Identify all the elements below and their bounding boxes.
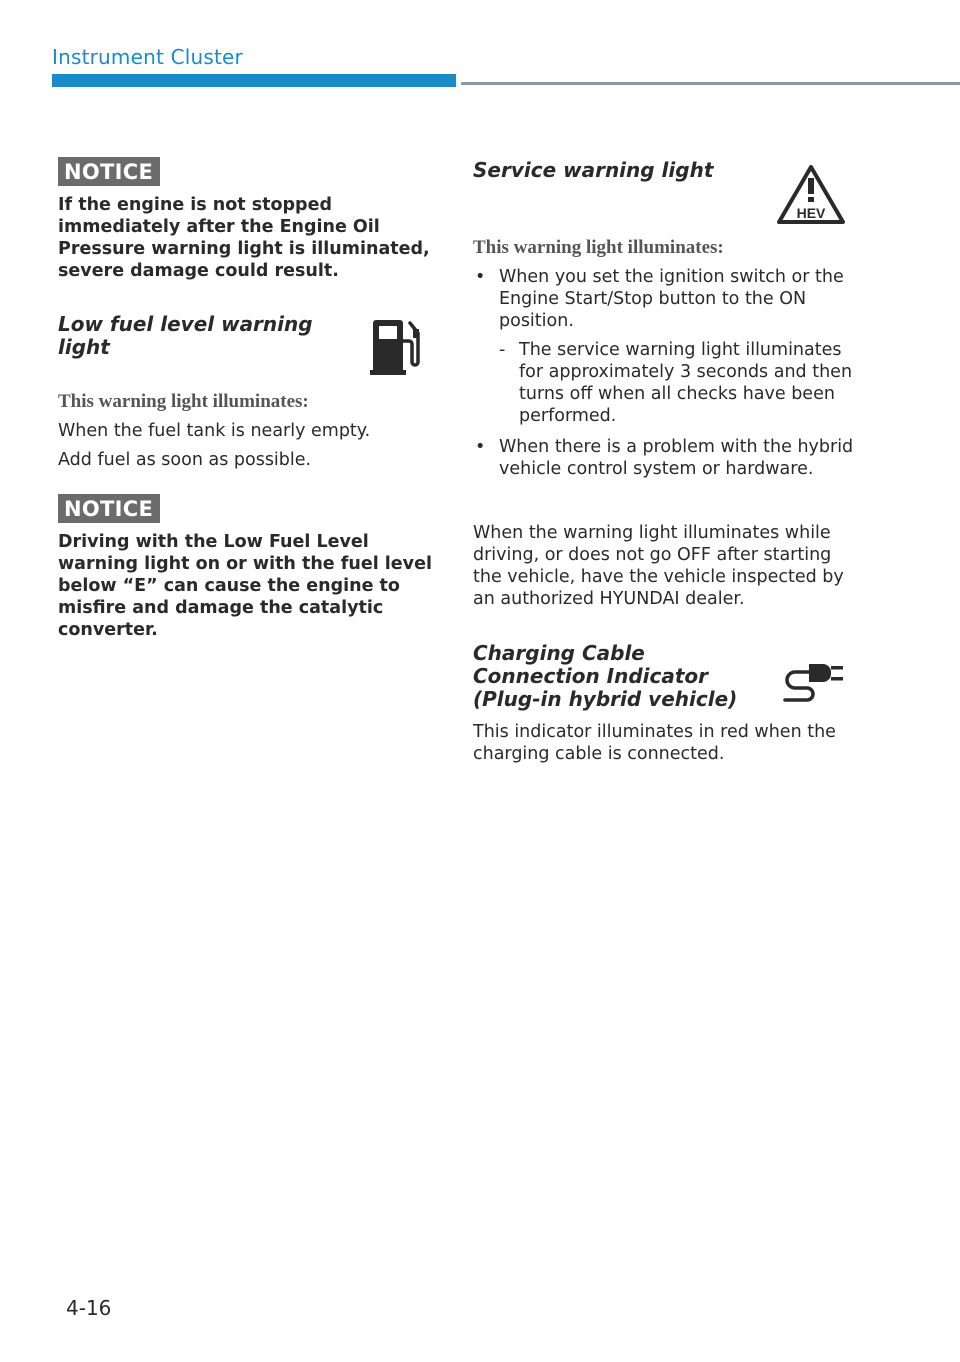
service-paragraph: When the warning light illuminates while driving, or does not go OFF after starting the vehicle, have the vehicle inspected by an authorized HYUNDAI dealer. <box>473 523 844 609</box>
notice-box-oil-pressure <box>58 157 438 282</box>
service-list <box>473 266 858 480</box>
hev-icon-label: HEV <box>796 205 826 221</box>
notice-badge: NOTICE <box>58 494 160 523</box>
service-subheading: This warning light illuminates: <box>473 237 724 258</box>
section-title-low-fuel: Low fuel level warning light <box>58 312 313 359</box>
notice-text: Driving with the Low Fuel Level warning light on or with the fuel level below “E” can cause the engine to misfire and damage the catalytic converter. <box>58 532 432 640</box>
low-fuel-para-1: When the fuel tank is nearly empty. <box>58 421 371 441</box>
fuel-pump-icon <box>370 315 426 377</box>
charging-paragraph: This indicator illuminates in red when the charging cable is connected. <box>473 722 836 764</box>
section-title-service: Service warning light <box>473 158 714 182</box>
list-item: • When you set the ignition switch or the Engine Start/Stop button to the ON position. <box>475 267 844 331</box>
notice-box-low-fuel <box>58 494 438 641</box>
section-title-charging: Charging Cable Connection Indicator (Plug-in hybrid vehicle) <box>473 641 738 711</box>
low-fuel-para-2: Add fuel as soon as possible. <box>58 450 312 470</box>
section-header-title: Instrument Cluster <box>52 45 243 69</box>
hev-warning-icon <box>776 164 846 226</box>
header-rule <box>461 82 960 85</box>
list-item: • When there is a problem with the hybrid vehicle control system or hardware. <box>475 437 854 479</box>
notice-badge: NOTICE <box>58 157 160 186</box>
plug-cable-icon <box>781 654 847 702</box>
list-subitem: - The service warning light illuminates for approximately 3 seconds and then turns off when all checks have been performed. <box>499 340 853 426</box>
header-accent-bar <box>52 74 456 87</box>
notice-text: If the engine is not stopped immediately after the Engine Oil Pressure warning light is illuminated, severe damage could result. <box>58 195 430 281</box>
page-number: 4-16 <box>66 1296 112 1320</box>
low-fuel-subheading: This warning light illuminates: <box>58 391 309 412</box>
